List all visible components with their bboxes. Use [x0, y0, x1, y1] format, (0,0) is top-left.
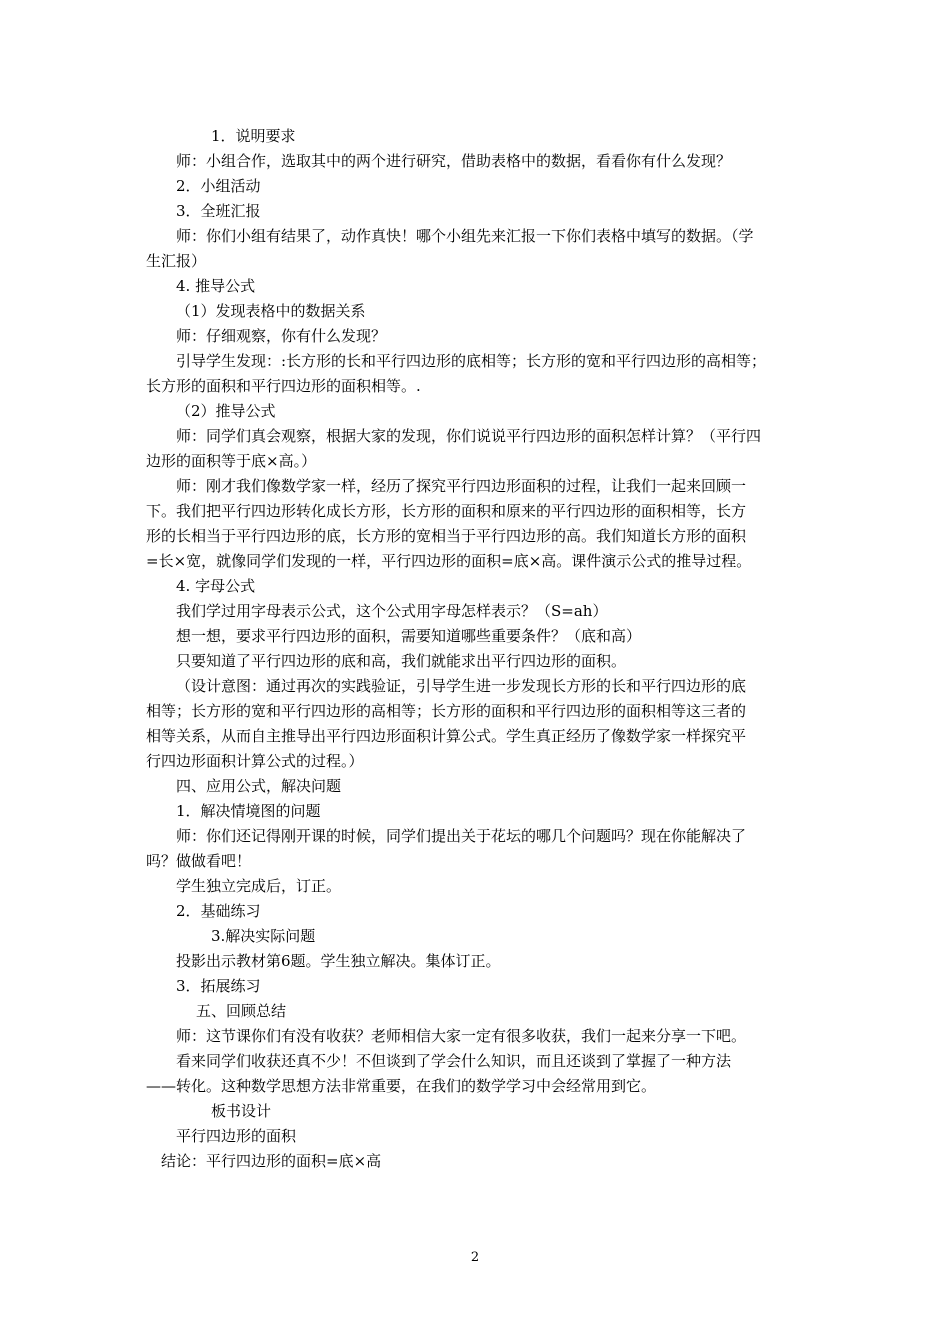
text-line: 1．说明要求 [211, 127, 296, 145]
text-line: ——转化。这种数学思想方法非常重要，在我们的数学学习中会经常用到它。 [146, 1077, 657, 1095]
text-line: 师：小组合作，选取其中的两个进行研究，借助表格中的数据，看看你有什么发现？ [176, 152, 732, 170]
text-line: 投影出示教材第6题。学生独立解决。集体订正。 [176, 952, 501, 970]
text-line: 边形的面积等于底×高。） [146, 452, 317, 470]
text-line: 平行四边形的面积 [176, 1127, 297, 1145]
text-line: 1．解决情境图的问题 [176, 802, 321, 820]
text-line: （1）发现表格中的数据关系 [176, 302, 366, 320]
text-line: 4. 字母公式 [176, 577, 256, 595]
text-line: 我们学过用字母表示公式，这个公式用字母怎样表示？（S=ah） [176, 602, 608, 620]
text-line: 吗？做做看吧！ [146, 852, 252, 870]
text-line: 师：你们还记得刚开课的时候，同学们提出关于花坛的哪几个问题吗？现在你能解决了 [176, 827, 747, 845]
text-line: 看来同学们收获还真不少！不但谈到了学会什么知识，而且还谈到了掌握了一种方法 [176, 1052, 732, 1070]
text-line: 引导学生发现：:长方形的长和平行四边形的底相等；长方形的宽和平行四边形的高相等； [176, 352, 767, 370]
text-line: 师：仔细观察，你有什么发现？ [176, 327, 387, 345]
page-number: 2 [470, 1250, 480, 1265]
text-line: 结论：平行四边形的面积=底×高 [161, 1152, 382, 1170]
text-line: 3．拓展练习 [176, 977, 261, 995]
text-line: 四、应用公式，解决问题 [176, 777, 342, 795]
text-line: 只要知道了平行四边形的底和高，我们就能求出平行四边形的面积。 [176, 652, 627, 670]
text-line: 想一想，要求平行四边形的面积，需要知道哪些重要条件？（底和高） [176, 627, 642, 645]
text-line: 五、回顾总结 [196, 1002, 287, 1020]
text-line: （2）推导公式 [176, 402, 276, 420]
text-line: 4. 推导公式 [176, 277, 256, 295]
text-line: 3.解决实际问题 [211, 927, 316, 945]
text-line: 师：刚才我们像数学家一样，经历了探究平行四边形面积的过程，让我们一起来回顾一 [176, 477, 747, 495]
text-line: 2．小组活动 [176, 177, 261, 195]
text-line: 师：同学们真会观察，根据大家的发现，你们说说平行四边形的面积怎样计算？（平行四 [176, 427, 762, 445]
text-line: 相等关系，从而自主推导出平行四边形面积计算公式。学生真正经历了像数学家一样探究平 [146, 727, 747, 745]
text-line: 长方形的面积和平行四边形的面积相等。. [146, 377, 421, 395]
text-line: 2．基础练习 [176, 902, 261, 920]
text-line: 生汇报） [146, 252, 207, 270]
text-line: 师：这节课你们有没有收获？老师相信大家一定有很多收获，我们一起来分享一下吧。 [176, 1027, 747, 1045]
text-line: 形的长相当于平行四边形的底，长方形的宽相当于平行四边形的高。我们知道长方形的面积 [146, 527, 747, 545]
text-line: 3．全班汇报 [176, 202, 261, 220]
text-line: 相等；长方形的宽和平行四边形的高相等；长方形的面积和平行四边形的面积相等这三者的 [146, 702, 747, 720]
text-line: 学生独立完成后，订正。 [176, 877, 342, 895]
text-line: 行四边形面积计算公式的过程。） [146, 752, 364, 770]
text-line: 下。我们把平行四边形转化成长方形，长方形的面积和原来的平行四边形的面积相等，长方 [146, 502, 747, 520]
text-line: （设计意图：通过再次的实践验证，引导学生进一步发现长方形的长和平行四边形的底 [176, 677, 747, 695]
text-line: =长×宽，就像同学们发现的一样，平行四边形的面积=底×高。课件演示公式的推导过程。 [146, 552, 752, 570]
text-line: 师：你们小组有结果了，动作真快！哪个小组先来汇报一下你们表格中填写的数据。（学 [176, 227, 754, 245]
text-line: 板书设计 [211, 1102, 272, 1120]
